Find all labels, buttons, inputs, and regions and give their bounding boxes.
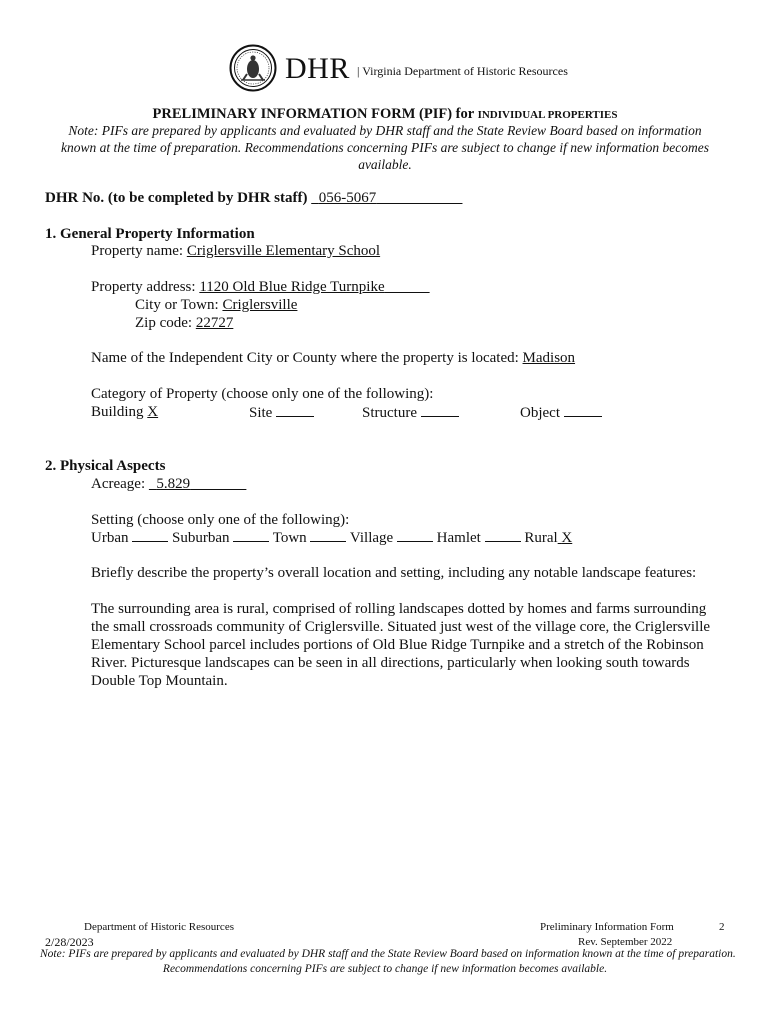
- dhr-logo-subtitle: | Virginia Department of Historic Resources: [357, 64, 568, 78]
- category-object-blank[interactable]: [564, 404, 602, 417]
- category-structure: [362, 404, 459, 422]
- property-address-value: 1120 Old Blue Ridge Turnpike: [199, 279, 385, 295]
- setting-label: Setting (choose only one of the following):: [91, 512, 350, 528]
- acreage-value: 5.829: [156, 476, 191, 492]
- category-structure-label: Structure: [362, 405, 417, 421]
- category-label: Category of Property (choose only one of the following):: [91, 386, 434, 402]
- footer-date: 2/28/2023: [45, 935, 94, 949]
- county-row: [91, 350, 575, 367]
- footer-page-number: 2: [719, 921, 725, 933]
- setting-options: [91, 529, 572, 547]
- property-address-row: [91, 279, 430, 296]
- setting-village-label: Village: [349, 530, 394, 546]
- category-object-label: Object: [520, 405, 560, 421]
- note-line-1: Note: PIFs are prepared by applicants and evaluated by DHR staff and the State Review Board based on information: [68, 123, 702, 138]
- footer-note-line-1: Note: PIFs are prepared by applicants and evaluated by DHR staff and the State Review Board based on information known at the time of preparation.: [40, 948, 736, 960]
- category-site: [249, 404, 314, 422]
- city-label: City or Town:: [135, 297, 219, 313]
- acreage-row: [91, 476, 246, 493]
- dhr-logo-subtitle-text: Virginia Department of Historic Resources: [362, 64, 568, 78]
- category-structure-blank[interactable]: [421, 404, 459, 417]
- describe-prompt: Briefly describe the property’s overall location and setting, including any notable landscape features:: [91, 565, 697, 581]
- setting-town-label: Town: [272, 530, 307, 546]
- acreage-label: Acreage:: [91, 476, 146, 492]
- city-field[interactable]: Criglersville: [222, 297, 298, 313]
- property-name-field[interactable]: Criglersville Elementary School: [186, 243, 381, 259]
- form-title-suffix: INDIVIDUAL PROPERTIES: [477, 109, 618, 121]
- dhr-number-value: 056-5067: [318, 190, 377, 206]
- property-name-label: Property name:: [91, 243, 184, 259]
- setting-urban-blank[interactable]: [132, 529, 168, 542]
- note-line-2: known at the time of preparation. Recommendations concerning PIFs are subject to change if new information becomes: [60, 140, 709, 155]
- property-name-row: [91, 243, 380, 260]
- form-title: [0, 106, 770, 123]
- footer-note-line-2: Recommendations concerning PIFs are subject to change if new information becomes available.: [162, 963, 608, 975]
- section-1-heading: 1. General Property Information: [45, 226, 255, 242]
- setting-rural-mark-value: X: [561, 530, 573, 546]
- setting-village-blank[interactable]: [397, 529, 433, 542]
- dhr-logo-text: DHR: [285, 52, 350, 85]
- setting-suburban-blank[interactable]: [233, 529, 269, 542]
- setting-hamlet-blank[interactable]: [485, 529, 521, 542]
- property-address-label: Property address:: [91, 279, 196, 295]
- virginia-seal-icon: [229, 44, 277, 92]
- footer-form-name: Preliminary Information Form: [540, 921, 674, 933]
- setting-description[interactable]: The surrounding area is rural, comprised of rolling landscapes dotted by homes and farms surrounding the small crossroads community of Criglersville. Situated just west of the village core, the Criglersville Elementary School parcel includes portions of Old Blue Ridge Turnpike and a stretch of the Robinson River. Picturesque landscapes can be seen in all directions, particularly when looking south towards Double Top Mountain.: [91, 601, 711, 689]
- section-2-heading: 2. Physical Aspects: [45, 458, 166, 474]
- setting-rural-mark[interactable]: [558, 530, 573, 546]
- setting-rural-label: Rural: [524, 530, 558, 546]
- footer-revision: Rev. September 2022: [578, 936, 673, 948]
- county-field[interactable]: Madison: [522, 350, 576, 366]
- category-object: [520, 404, 602, 422]
- zip-row: [135, 315, 233, 332]
- dhr-number-field[interactable]: [311, 190, 462, 206]
- dhr-number-label: DHR No. (to be completed by DHR staff): [45, 190, 308, 206]
- note-line-3: available.: [358, 157, 412, 172]
- zip-label: Zip code:: [135, 315, 193, 331]
- form-title-main: PRELIMINARY INFORMATION FORM (PIF) for: [152, 106, 474, 122]
- category-building-label: Building: [91, 404, 144, 420]
- property-address-field[interactable]: [199, 279, 429, 295]
- footer-org: Department of Historic Resources: [84, 921, 234, 933]
- city-row: [135, 297, 297, 314]
- setting-suburban-label: Suburban: [172, 530, 230, 546]
- acreage-field[interactable]: [149, 476, 247, 492]
- category-building: [91, 404, 158, 421]
- zip-field[interactable]: 22727: [195, 315, 234, 331]
- category-site-blank[interactable]: [276, 404, 314, 417]
- county-label: Name of the Independent City or County where the property is located:: [91, 350, 519, 366]
- category-site-label: Site: [249, 405, 273, 421]
- setting-hamlet-label: Hamlet: [436, 530, 481, 546]
- setting-town-blank[interactable]: [310, 529, 346, 542]
- setting-urban-label: Urban: [91, 530, 129, 546]
- category-building-mark[interactable]: X: [147, 404, 159, 420]
- dhr-number-row: [45, 190, 462, 207]
